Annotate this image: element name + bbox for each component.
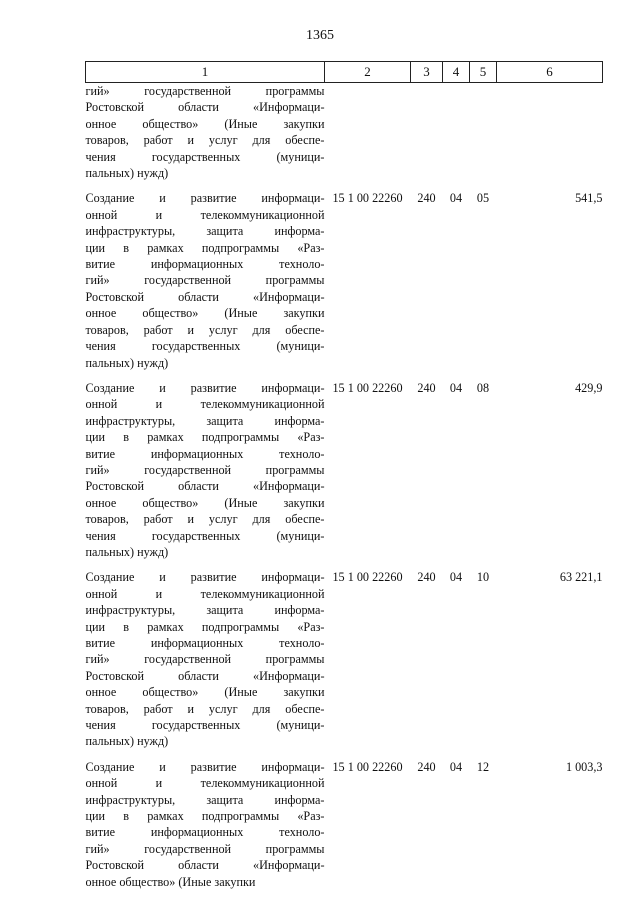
expense-type: 240 [417, 759, 436, 774]
row-description [86, 759, 325, 890]
description-line: Создание и развитие информаци- [85, 380, 325, 395]
description-line: витие информационных техноло- [85, 825, 325, 840]
description-line: онное общество» (Иные закупки [85, 116, 325, 131]
row-spacer [86, 560, 603, 569]
description-line: Ростовской области «Информаци- [85, 100, 325, 115]
description-line: гий» государственной программы [85, 273, 325, 288]
target-article-code: 15 1 00 22260 [332, 570, 403, 585]
header-col-3: 3 [411, 62, 443, 83]
section-code: 04 [449, 380, 463, 395]
description-line: гий» государственной программы [85, 84, 325, 98]
description-line: Создание и развитие информаци- [85, 570, 325, 585]
target-article-code: 15 1 00 22260 [332, 759, 403, 774]
amount: 63 221,1 [559, 570, 603, 585]
description-line: Ростовской области «Информаци- [85, 289, 325, 304]
subsection-code: 08 [476, 380, 490, 395]
expense-type: 240 [417, 191, 436, 206]
table-row [86, 380, 603, 560]
table-row [86, 759, 603, 890]
subsection-code: 05 [476, 191, 490, 206]
table-row [86, 190, 603, 370]
expense-type: 240 [417, 570, 436, 585]
description-line: витие информационных техноло- [85, 257, 325, 272]
description-line: гий» государственной программы [85, 841, 325, 856]
empty-cell [325, 83, 411, 182]
description-line: инфраструктуры, защита информа- [85, 792, 325, 807]
header-col-2: 2 [325, 62, 411, 83]
subsection-code: 12 [476, 759, 490, 774]
row-spacer [86, 371, 603, 380]
header-col-4: 4 [443, 62, 470, 83]
description-line: Ростовской области «Информаци- [85, 479, 325, 494]
description-line: чения государственных (муници- [85, 339, 325, 354]
empty-cell [497, 83, 603, 182]
budget-table [85, 61, 603, 890]
amount: 429,9 [575, 380, 603, 395]
description-line: Ростовской области «Информаци- [85, 858, 325, 873]
description-line: ции в рамках подпрограммы «Раз- [85, 619, 325, 634]
section-code: 04 [449, 191, 463, 206]
header-col-1: 1 [86, 62, 325, 83]
row-description [86, 190, 325, 370]
row-spacer [86, 750, 603, 759]
description-line: онное общество» (Иные закупки [85, 874, 256, 889]
description-line: витие информационных техноло- [85, 636, 325, 650]
description-line: Создание и развитие информаци- [85, 191, 325, 206]
description-line: онное общество» (Иные закупки [85, 495, 325, 510]
description-line: пальных) нужд) [85, 544, 169, 559]
empty-cell [443, 83, 470, 182]
description-line: товаров, работ и услуг для обеспе- [85, 133, 325, 148]
description-line: онной и телекоммуникационной [85, 776, 325, 791]
expense-type: 240 [417, 380, 436, 395]
subsection-code: 10 [476, 570, 490, 585]
amount: 1 003,3 [565, 759, 603, 774]
row-spacer [86, 181, 603, 190]
table-row [86, 569, 603, 749]
row-description [86, 569, 325, 749]
section-code: 04 [449, 759, 463, 774]
description-line: товаров, работ и услуг для обеспе- [85, 322, 325, 337]
row-description [86, 83, 325, 182]
description-line: Ростовской области «Информаци- [85, 668, 325, 683]
header-col-6: 6 [497, 62, 603, 83]
description-line: онной и телекоммуникационной [85, 586, 325, 601]
description-line: товаров, работ и услуг для обеспе- [85, 512, 325, 527]
description-line: чения государственных (муници- [85, 528, 325, 543]
description-line: онной и телекоммуникационной [85, 397, 325, 412]
description-line: витие информационных техноло- [85, 446, 325, 461]
description-line: Создание и развитие информаци- [85, 759, 325, 774]
table-header [86, 62, 603, 83]
header-col-5: 5 [470, 62, 497, 83]
description-line: гий» государственной программы [85, 652, 325, 667]
description-line: пальных) нужд) [85, 734, 169, 749]
table-body [86, 83, 603, 891]
description-line: ции в рамках подпрограммы «Раз- [85, 809, 325, 824]
description-line: инфраструктуры, защита информа- [85, 603, 325, 618]
description-line: инфраструктуры, защита информа- [85, 413, 325, 428]
description-line: онное общество» (Иные закупки [85, 685, 325, 700]
description-line: инфраструктуры, защита информа- [85, 224, 325, 239]
description-line: онной и телекоммуникационной [85, 207, 325, 222]
description-line: чения государственных (муници- [85, 149, 325, 164]
empty-cell [470, 83, 497, 182]
description-line: ции в рамках подпрограммы «Раз- [85, 430, 325, 445]
description-line: ции в рамках подпрограммы «Раз- [85, 240, 325, 255]
target-article-code: 15 1 00 22260 [332, 380, 403, 395]
description-line: пальных) нужд) [85, 166, 169, 181]
description-line: пальных) нужд) [85, 355, 169, 370]
amount: 541,5 [575, 191, 603, 206]
row-description [86, 380, 325, 560]
description-line: гий» государственной программы [85, 462, 325, 477]
description-line: товаров, работ и услуг для обеспе- [85, 701, 325, 716]
target-article-code: 15 1 00 22260 [332, 191, 403, 206]
description-line: чения государственных (муници- [85, 718, 325, 733]
description-line: онное общество» (Иные закупки [85, 306, 325, 321]
section-code: 04 [449, 570, 463, 585]
table-row [86, 83, 603, 182]
empty-cell [411, 83, 443, 182]
page-number: 1365 [306, 28, 334, 43]
